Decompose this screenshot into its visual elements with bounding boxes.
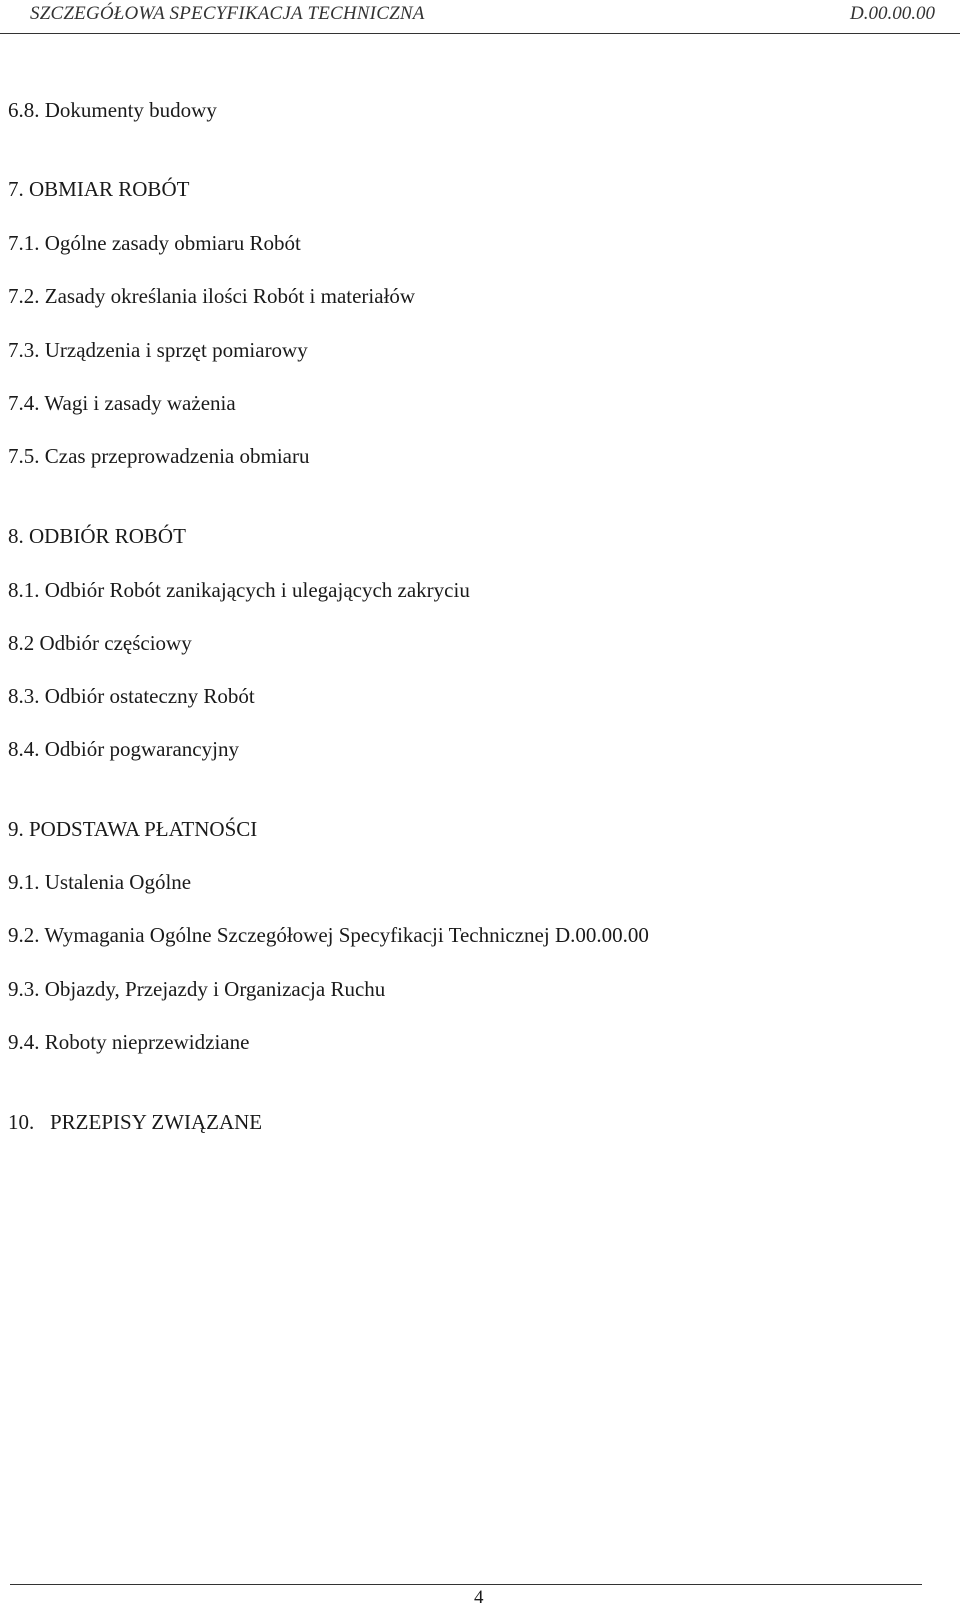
- toc-section-9: 9. PODSTAWA PŁATNOŚCI: [8, 817, 258, 841]
- toc-section-8: 8. ODBIÓR ROBÓT: [8, 524, 186, 548]
- toc-entry-9-4: 9.4. Roboty nieprzewidziane: [8, 1030, 250, 1054]
- toc-section-10: 10. PRZEPISY ZWIĄZANE: [8, 1110, 263, 1134]
- toc-entry-8-1: 8.1. Odbiór Robót zanikających i ulegających zakryciu: [8, 578, 470, 602]
- toc-section-7: 7. OBMIAR ROBÓT: [8, 177, 190, 201]
- toc-entry-7-5: 7.5. Czas przeprowadzenia obmiaru: [8, 444, 310, 468]
- footer-rule: [10, 1584, 922, 1585]
- toc-entry-8-3: 8.3. Odbiór ostateczny Robót: [8, 684, 255, 708]
- header-title: SZCZEGÓŁOWA SPECYFIKACJA TECHNICZNA: [30, 3, 425, 24]
- header-document-code: D.00.00.00: [850, 3, 935, 24]
- toc-entry-8-4: 8.4. Odbiór pogwarancyjny: [8, 737, 239, 761]
- toc-entry-6-8: 6.8. Dokumenty budowy: [8, 98, 217, 122]
- toc-entry-8-2: 8.2 Odbiór częściowy: [8, 631, 192, 655]
- toc-entry-7-4: 7.4. Wagi i zasady ważenia: [8, 391, 236, 415]
- toc-entry-7-1: 7.1. Ogólne zasady obmiaru Robót: [8, 231, 301, 255]
- page-header: [0, 0, 960, 34]
- toc-entry-7-2: 7.2. Zasady określania ilości Robót i materiałów: [8, 284, 416, 308]
- page-number: 4: [474, 1587, 484, 1608]
- toc-entry-7-3: 7.3. Urządzenia i sprzęt pomiarowy: [8, 338, 308, 362]
- toc-entry-9-3: 9.3. Objazdy, Przejazdy i Organizacja Ruchu: [8, 977, 386, 1001]
- toc-entry-9-1: 9.1. Ustalenia Ogólne: [8, 870, 192, 894]
- toc-entry-9-2: 9.2. Wymagania Ogólne Szczegółowej Specyfikacji Technicznej D.00.00.00: [8, 923, 649, 947]
